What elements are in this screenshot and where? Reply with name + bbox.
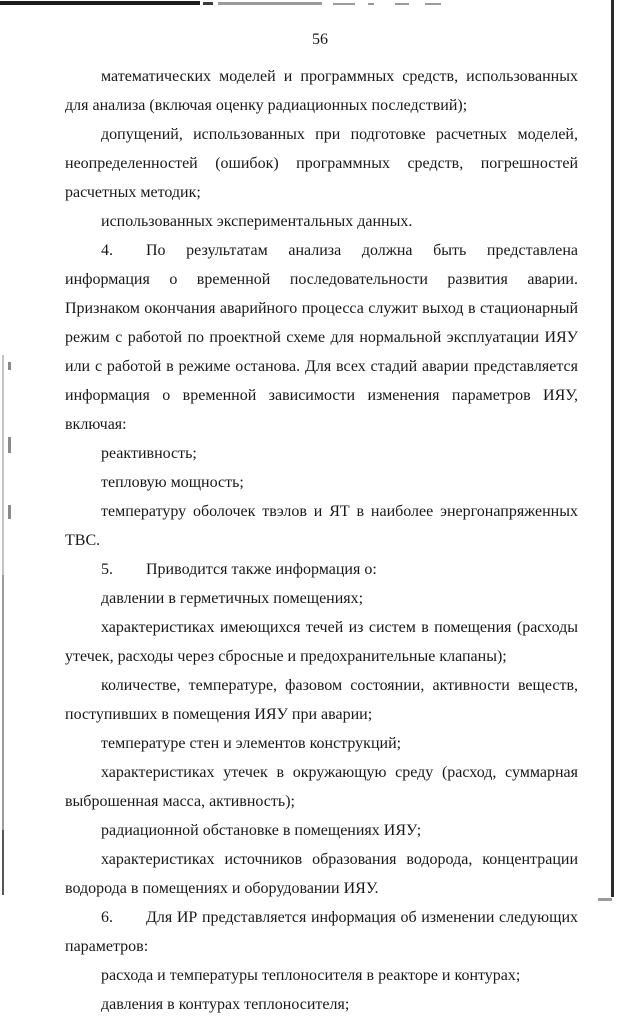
scan-mark-left-edge (2, 355, 4, 575)
paragraph: 5. Приводится также информация о: (65, 555, 578, 584)
paragraph: количестве, температуре, фазовом состоянии, активности веществ, поступивших в помещения ИЯУ при аварии; (65, 677, 578, 723)
scan-mark-left-edge (2, 830, 4, 895)
paragraph: давления в контурах теплоносителя; (101, 996, 350, 1013)
scan-mark-left-edge (2, 575, 4, 830)
scan-mark-left-dash (8, 437, 11, 453)
scan-mark-left-dash (8, 362, 11, 370)
paragraph-number: 5. (101, 561, 113, 578)
paragraph: радиационной обстановке в помещениях ИЯУ; (101, 822, 422, 839)
scan-mark-right-edge (611, 0, 614, 897)
paragraph: математических моделей и программных средств, использованных для анализа (включая оценку радиационных последствий); (65, 68, 578, 114)
document-body (65, 62, 578, 1019)
paragraph: характеристиках имеющихся течей из систем в помещения (расходы утечек, расходы через сбросные и предохранительные клапаны); (65, 619, 578, 665)
paragraph: расхода и температуры теплоносителя в реакторе и контурах; (101, 967, 521, 984)
paragraph: 4. По результатам анализа должна быть представлена информация о временной последовательности развития аварии. Признаком окончания аварийного процесса служит выход в стационарный режим с работой по проектной схеме для нормальной эксплуатации ИЯУ или с работой в режиме останова. Для всех стадий аварии представляется информация о временной зависимости изменения параметров ИЯУ, включая: (65, 236, 578, 439)
paragraph: характеристиках источников образования водорода, концентрации водорода в помещениях и оборудовании ИЯУ. (65, 851, 578, 897)
scan-mark-left-dash (8, 505, 11, 519)
page-number: 56 (312, 31, 328, 48)
paragraph: тепловую мощность; (101, 474, 244, 491)
paragraph: 6. Для ИР представляется информация об изменении следующих параметров: (65, 903, 578, 961)
paragraph: реактивность; (101, 445, 197, 462)
paragraph: температуре стен и элементов конструкций; (101, 735, 402, 752)
paragraph: использованных экспериментальных данных. (101, 213, 413, 230)
paragraph: допущений, использованных при подготовке расчетных моделей, неопределенностей (ошибок) программных средств, погрешностей расчетных методик; (65, 126, 578, 201)
paragraph-number: 6. (101, 909, 113, 926)
paragraph: характеристиках утечек в окружающую среду (расход, суммарная выброшенная масса, активность); (65, 764, 578, 810)
paragraph: температуру оболочек твэлов и ЯТ в наиболее энергонапряженных ТВС. (65, 503, 578, 549)
scan-mark-bottom-right-tick (598, 898, 612, 901)
paragraph-number: 4. (101, 242, 113, 259)
paragraph: давлении в герметичных помещениях; (101, 590, 364, 607)
